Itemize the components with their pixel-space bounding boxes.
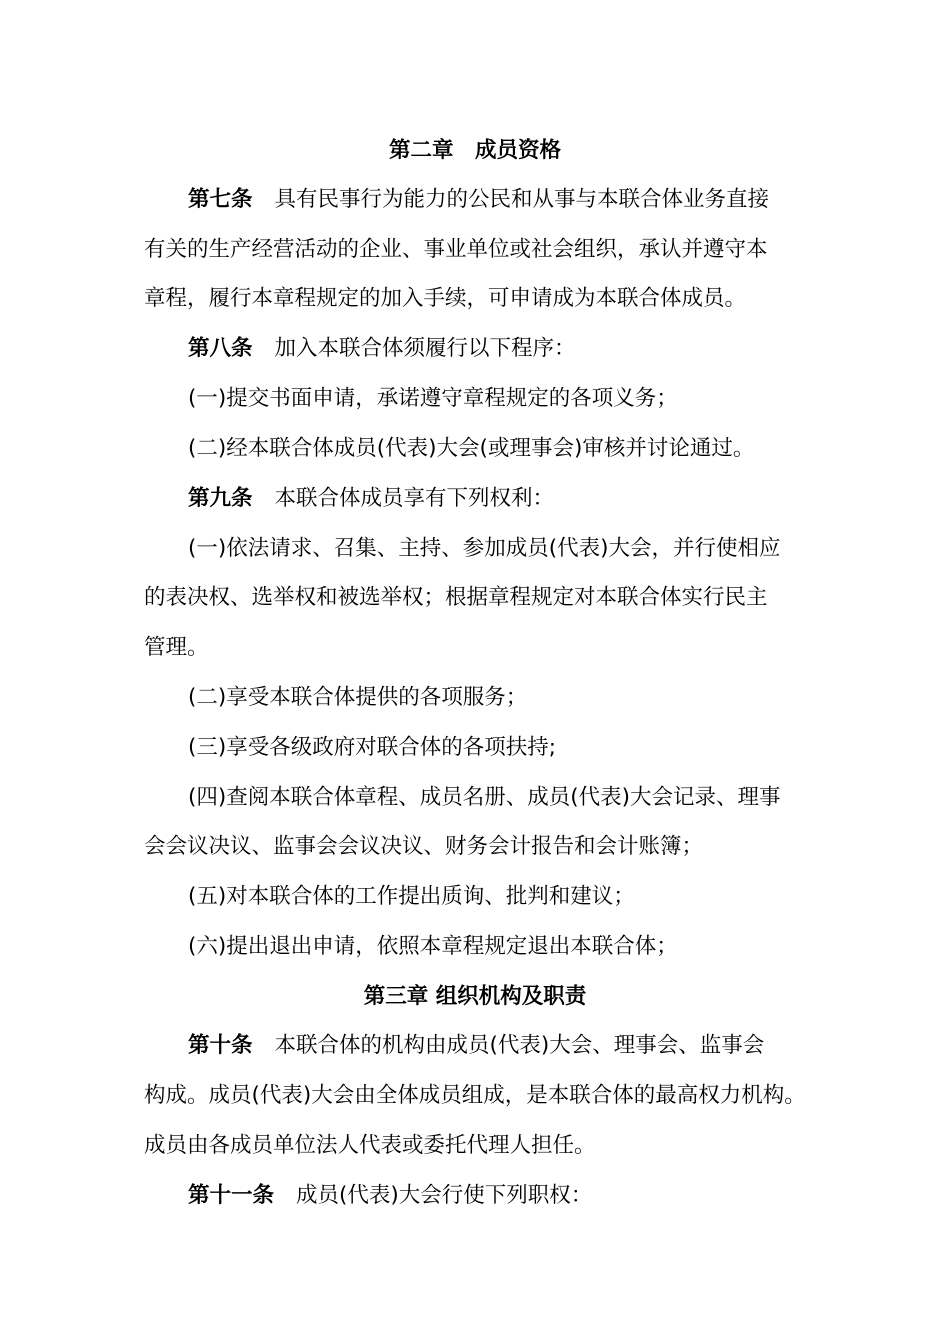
article-11-line-1 <box>188 1178 828 1214</box>
article-7-line-2: 有关的生产经营活动的企业、事业单位或社会组织，承认并遵守本 <box>144 237 768 262</box>
article-9-item-1-line-1: (一)依法请求、召集、主持、参加成员(代表)大会，并行使相应 <box>188 536 781 561</box>
article-9-item-4-line-1: (四)查阅本联合体章程、成员名册、成员(代表)大会记录、理事 <box>188 785 781 810</box>
article-9-item-5: (五)对本联合体的工作提出质询、批判和建议； <box>188 884 635 909</box>
article-8-line-1 <box>188 331 828 367</box>
chapter-3-heading: 第三章 组织机构及职责 <box>363 984 587 1009</box>
article-8-text: 加入本联合体须履行以下程序： <box>274 336 576 361</box>
article-11-label: 第十一条 <box>188 1183 275 1208</box>
article-9-text: 本联合体成员享有下列权利： <box>274 486 555 511</box>
article-7-line-3: 章程，履行本章程规定的加入手续，可申请成为本联合体成员。 <box>144 286 747 311</box>
article-11-text: 成员(代表)大会行使下列职权： <box>296 1183 593 1208</box>
article-9-item-2: (二)享受本联合体提供的各项服务； <box>188 685 528 710</box>
article-10-line-1 <box>188 1028 828 1064</box>
article-7-line-1 <box>188 182 828 218</box>
chapter-2-heading: 第二章 成员资格 <box>388 138 561 163</box>
article-9-item-1-line-3: 管理。 <box>144 635 209 660</box>
article-8-label: 第八条 <box>188 336 253 361</box>
article-9-line-1 <box>188 481 828 517</box>
article-9-label: 第九条 <box>188 486 253 511</box>
article-10-label: 第十条 <box>188 1033 253 1058</box>
article-9-item-3: (三)享受各级政府对联合体的各项扶持; <box>188 735 557 760</box>
article-7-text: 具有民事行为能力的公民和从事与本联合体业务直接 <box>274 187 770 212</box>
article-10-line-3: 成员由各成员单位法人代表或委托代理人担任。 <box>144 1133 596 1158</box>
article-8-item-2: (二)经本联合体成员(代表)大会(或理事会)审核并讨论通过。 <box>188 436 755 461</box>
article-10-text: 本联合体的机构由成员(代表)大会、理事会、监事会 <box>274 1033 765 1058</box>
article-9-item-1-line-2: 的表决权、选举权和被选举权；根据章程规定对本联合体实行民主 <box>144 585 768 610</box>
article-9-item-6: (六)提出退出申请，依照本章程规定退出本联合体； <box>188 934 678 959</box>
article-10-line-2: 构成。成员(代表)大会由全体成员组成，是本联合体的最高权力机构。 <box>144 1083 806 1108</box>
article-9-item-4-line-2: 会会议决议、监事会会议决议、财务会计报告和会计账簿； <box>144 834 704 859</box>
article-7-label: 第七条 <box>188 187 253 212</box>
article-8-item-1: (一)提交书面申请，承诺遵守章程规定的各项义务； <box>188 386 678 411</box>
